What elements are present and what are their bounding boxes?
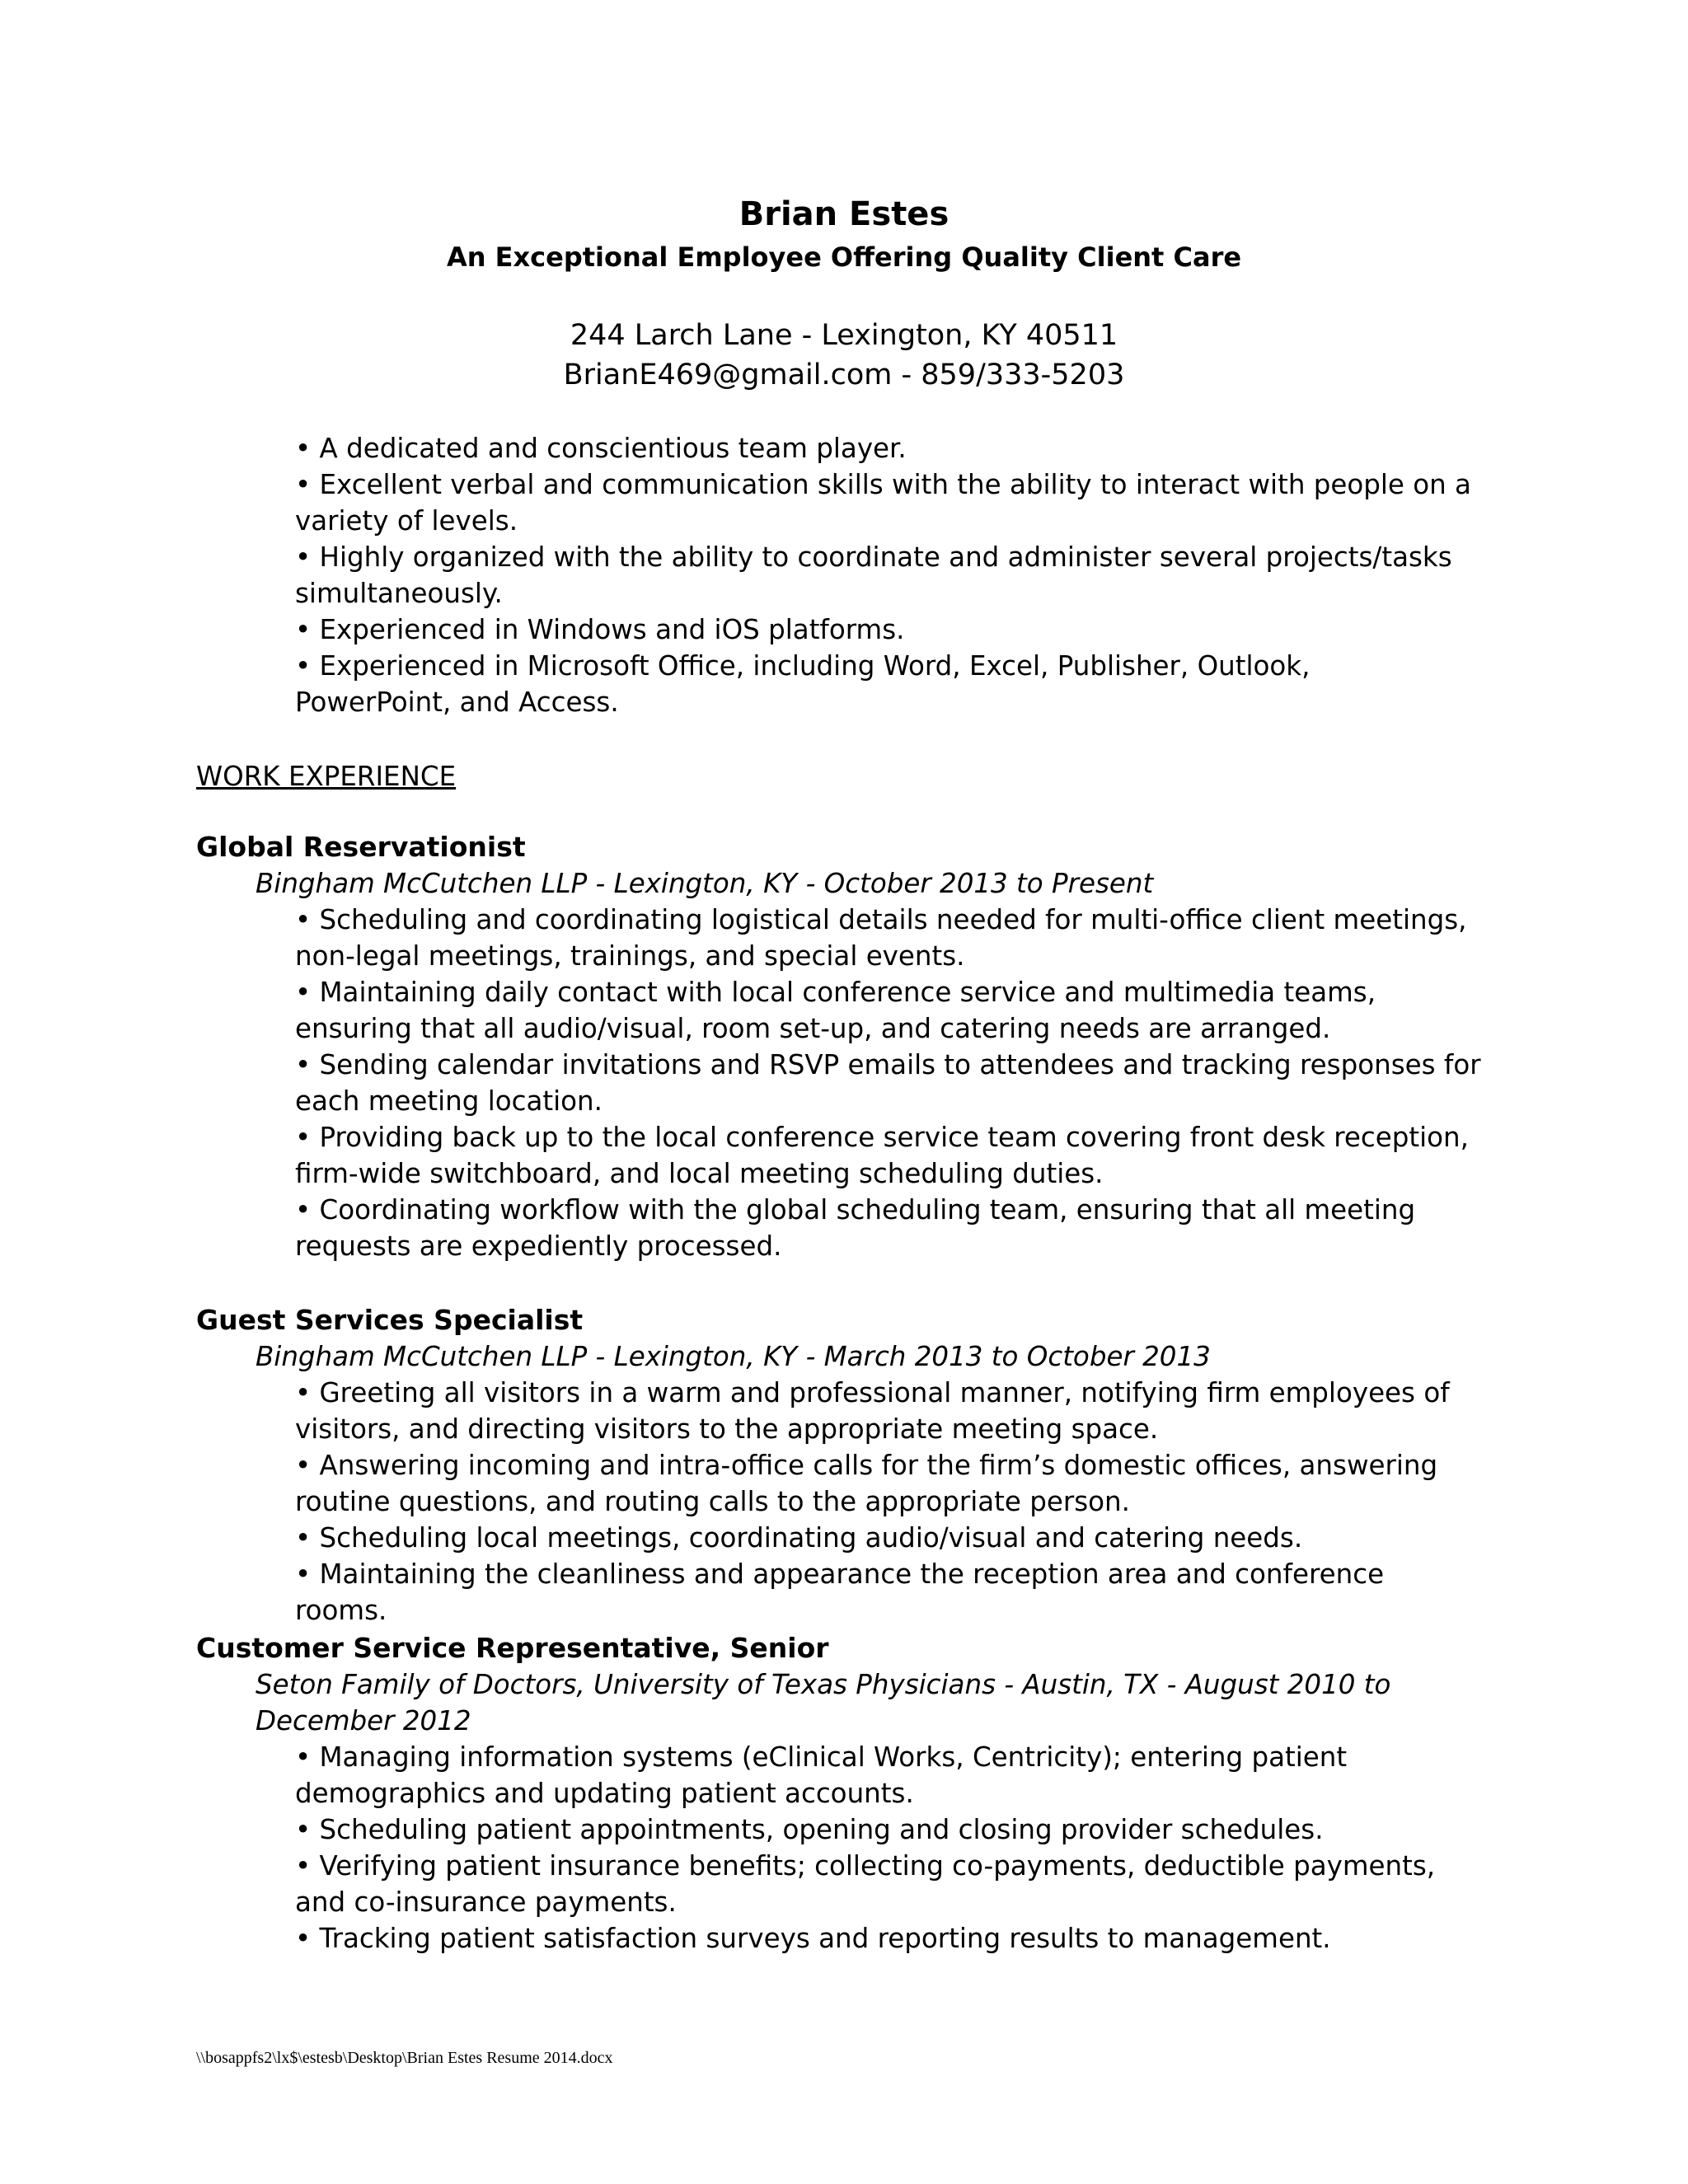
job-entry xyxy=(196,829,1482,1264)
job-duties xyxy=(295,1375,1482,1629)
resume-tagline: An Exceptional Employee Offering Quality Client Care xyxy=(446,241,1242,273)
duty-item: • Maintaining daily contact with local conference service and multimedia teams, ensuring that all audio/visual, room set-up, and catering needs are arranged. xyxy=(295,977,1376,1044)
job-title: Global Reservationist xyxy=(196,831,526,863)
duty-item: • Verifying patient insurance benefits; collecting co-payments, deductible payments, and co-insurance payments. xyxy=(295,1850,1436,1918)
duty-item: • Managing information systems (eClinical Works, Centricity); entering patient demographics and updating patient accounts. xyxy=(295,1741,1348,1809)
duty-item: • Sending calendar invitations and RSVP emails to attendees and tracking responses for each meeting location. xyxy=(295,1049,1481,1117)
duty-item: • Providing back up to the local conference service team covering front desk reception, firm-wide switchboard, and local meeting scheduling duties. xyxy=(295,1122,1469,1189)
job-duties xyxy=(295,902,1482,1264)
duty-item: • Scheduling local meetings, coordinating audio/visual and catering needs. xyxy=(295,1522,1303,1554)
duty-item: • Tracking patient satisfaction surveys and reporting results to management. xyxy=(295,1923,1331,1954)
summary-list xyxy=(295,430,1474,720)
summary-item: • Experienced in Windows and iOS platforms. xyxy=(295,614,905,645)
duty-item: • Maintaining the cleanliness and appearance the reception area and conference rooms. xyxy=(295,1558,1385,1626)
contact-email-phone: BrianE469@gmail.com - 859/333-5203 xyxy=(563,359,1125,391)
contact-block xyxy=(0,316,1688,395)
duty-item: • Scheduling patient appointments, opening and closing provider schedules. xyxy=(295,1814,1324,1845)
duty-item: • Greeting all visitors in a warm and professional manner, notifying firm employees of visitors, and directing visitors to the appropriate meeting space. xyxy=(295,1377,1450,1445)
footer-file-path: \\bosappfs2\lx$\estesb\Desktop\Brian Estes Resume 2014.docx xyxy=(196,2049,613,2067)
duty-item: • Coordinating workflow with the global scheduling team, ensuring that all meeting requests are expediently processed. xyxy=(295,1194,1416,1262)
duty-item: • Answering incoming and intra-office calls for the firm’s domestic offices, answering routine questions, and routing calls to the appropriate person. xyxy=(295,1450,1438,1517)
job-employer: Seton Family of Doctors, University of Texas Physicians - Austin, TX - August 2010 to December 2012 xyxy=(256,1669,1391,1736)
resume-name: Brian Estes xyxy=(738,195,950,233)
job-title: Guest Services Specialist xyxy=(196,1304,584,1336)
summary-item: • A dedicated and conscientious team player. xyxy=(295,433,907,464)
contact-address: 244 Larch Lane - Lexington, KY 40511 xyxy=(570,319,1118,352)
job-title: Customer Service Representative, Senior xyxy=(196,1632,829,1664)
summary-item: • Highly organized with the ability to coordinate and administer several projects/tasks simultaneously. xyxy=(295,541,1452,609)
job-entry xyxy=(196,1630,1482,1957)
job-entry xyxy=(196,1302,1482,1629)
work-experience-heading: WORK EXPERIENCE xyxy=(196,761,457,792)
job-employer: Bingham McCutchen LLP - Lexington, KY - October 2013 to Present xyxy=(256,868,1154,899)
summary-item: • Experienced in Microsoft Office, including Word, Excel, Publisher, Outlook, PowerPoint, and Access. xyxy=(295,650,1311,718)
summary-item: • Excellent verbal and communication skills with the ability to interact with people on a variety of levels. xyxy=(295,469,1471,537)
duty-item: • Scheduling and coordinating logistical details needed for multi-office client meetings, non-legal meetings, trainings, and special events. xyxy=(295,904,1467,972)
job-duties xyxy=(295,1739,1482,1957)
job-employer: Bingham McCutchen LLP - Lexington, KY - March 2013 to October 2013 xyxy=(256,1341,1211,1372)
